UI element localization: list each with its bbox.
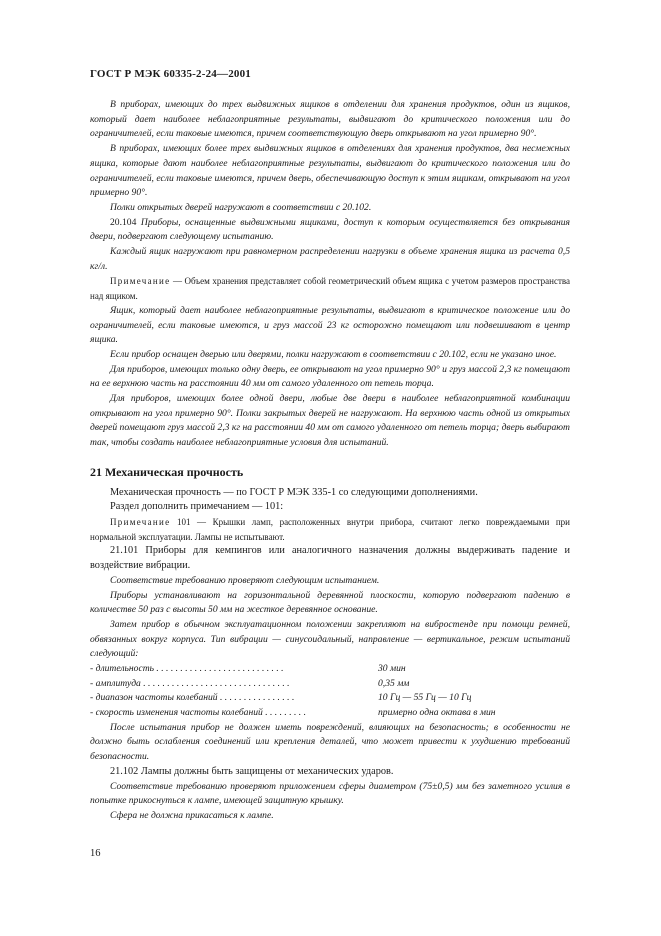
- param-label: - диапазон частоты колебаний . . . . . . . . . . . . . . . .: [90, 692, 295, 704]
- note-text: 101 — Крышки ламп, расположенных внутри прибора, считают легко повреждаемыми при нормальной эксплуатации. Лампы не испытывают.: [90, 516, 570, 542]
- paragraph: Для приборов, имеющих более одной двери, любые две двери в наиболее неблагоприятной комбинации открывают на угол примерно 90°. Полки закрытых дверей не нагружают. На верхнюю часть одной из открытых дверей помещают груз массой 2,3 кг на расстоянии 40 мм от самого удаленного от петель торца; дверь выбирают так, чтобы создать наиболее неблагоприятные условия для испытаний.: [90, 393, 570, 449]
- paragraph: Раздел дополнить примечанием — 101:: [110, 501, 284, 513]
- paragraph: 21.101 Приборы для кемпингов или аналогичного назначения должны выдерживать падение и воздействие вибрации.: [90, 545, 570, 572]
- note: [90, 515, 570, 544]
- paragraph: В приборах, имеющих более трех выдвижных ящиков в отделениях для хранения продуктов, два несмежных ящика, которые дают наиболее неблагоприятные результаты, выдвигают до критического положения или до ограничителей, если таковые имеются, причем дверь, обеспечивающую доступ к этим ящикам, открывают на угол примерно 90°.: [90, 143, 570, 199]
- list-item: [90, 662, 570, 677]
- document-body: [90, 98, 570, 824]
- param-value: 10 Гц — 55 Гц — 10 Гц: [378, 692, 472, 704]
- document-header: ГОСТ Р МЭК 60335-2-24—2001: [90, 68, 252, 80]
- page-number: 16: [90, 848, 101, 859]
- paragraph: Ящик, который дает наиболее неблагоприятные результаты, выдвигают в критическое положение или до ограничителей, если таковые имеются, и груз массой 23 кг осторожно помещают или подвешивают в центр ящика.: [90, 304, 570, 346]
- paragraph: Сфера не должна прикасаться к лампе.: [110, 809, 274, 821]
- list-item: [90, 706, 570, 721]
- section-heading: 21 Механическая прочность: [90, 464, 244, 479]
- param-label: - скорость изменения частоты колебаний . . . . . . . . .: [90, 707, 306, 719]
- param-label: - амплитуда . . . . . . . . . . . . . . . . . . . . . . . . . . . . . . .: [90, 677, 290, 689]
- param-value: примерно одна октава в мин: [378, 707, 496, 719]
- list-item: [90, 677, 570, 692]
- paragraph: Каждый ящик нагружают при равномерном распределении нагрузки в объеме хранения ящика из расчета 0,5 кг/л.: [90, 246, 570, 272]
- note-text: — Объем хранения представляет собой геометрический объем ящика с учетом размеров пространства над ящиком.: [90, 276, 570, 302]
- clause-number: 20.104: [110, 216, 137, 228]
- paragraph: Если прибор оснащен дверью или дверями, полки нагружают в соответствии с 20.102, если не указано иное.: [110, 348, 557, 360]
- paragraph: После испытания прибор не должен иметь повреждений, влияющих на безопасность; в особенности не должно быть ослабления соединений или крепления деталей, что может привести к ухудшению требований безопасности.: [90, 721, 570, 763]
- test-parameters-list: [90, 662, 570, 721]
- paragraph: Соответствие требованию проверяют приложением сферы диаметром (75±0,5) мм без заметного усилия в попытке прикоснуться к лампе, имеющей защитную крышку.: [90, 780, 570, 807]
- paragraph: В приборах, имеющих до трех выдвижных ящиков в отделении для хранения продуктов, один из ящиков, который дает наиболее неблагоприятные результаты, выдвигают до критического положения или до ограничителей, если таковые имеются, причем соответствующую дверь открывают на угол примерно 90°.: [90, 99, 570, 140]
- param-label: - длительность . . . . . . . . . . . . . . . . . . . . . . . . . . .: [90, 663, 284, 675]
- paragraph: 21.102 Лампы должны быть защищены от механических ударов.: [110, 765, 394, 777]
- param-value: 0,35 мм: [378, 677, 410, 689]
- paragraph: Механическая прочность — по ГОСТ Р МЭК 335-1 со следующими дополнениями.: [110, 486, 478, 498]
- note-label: Примечание: [110, 276, 171, 287]
- clause-20-104: [90, 216, 570, 245]
- paragraph: Полки открытых дверей нагружают в соответствии с 20.102.: [110, 201, 372, 213]
- clause-text: Приборы, оснащенные выдвижными ящиками, доступ к которым осуществляется без открывания двери, подвергают следующему испытанию.: [90, 216, 571, 243]
- paragraph: Для приборов, имеющих только одну дверь, ее открывают на угол примерно 90° и груз массой 2,3 кг помещают на ее верхнюю часть на расстоянии 40 мм от самого удаленного от петель торца.: [90, 363, 570, 390]
- paragraph: Затем прибор в обычном эксплуатационном положении закрепляют на вибростенде при помощи ремней, обвязанных вокруг корпуса. Тип вибрации — синусоидальный, направление — вертикальное, режим испытаний следующий:: [90, 618, 570, 660]
- paragraph: Приборы устанавливают на горизонтальной деревянной плоскости, которую подвергают падению в количестве 50 раз с высоты 50 мм на жесткое деревянное основание.: [90, 589, 570, 616]
- list-item: [90, 691, 570, 706]
- note-label: Примечание: [110, 516, 171, 527]
- param-value: 30 мин: [378, 663, 406, 675]
- note: [90, 274, 570, 303]
- paragraph: Соответствие требованию проверяют следующим испытанием.: [110, 574, 380, 586]
